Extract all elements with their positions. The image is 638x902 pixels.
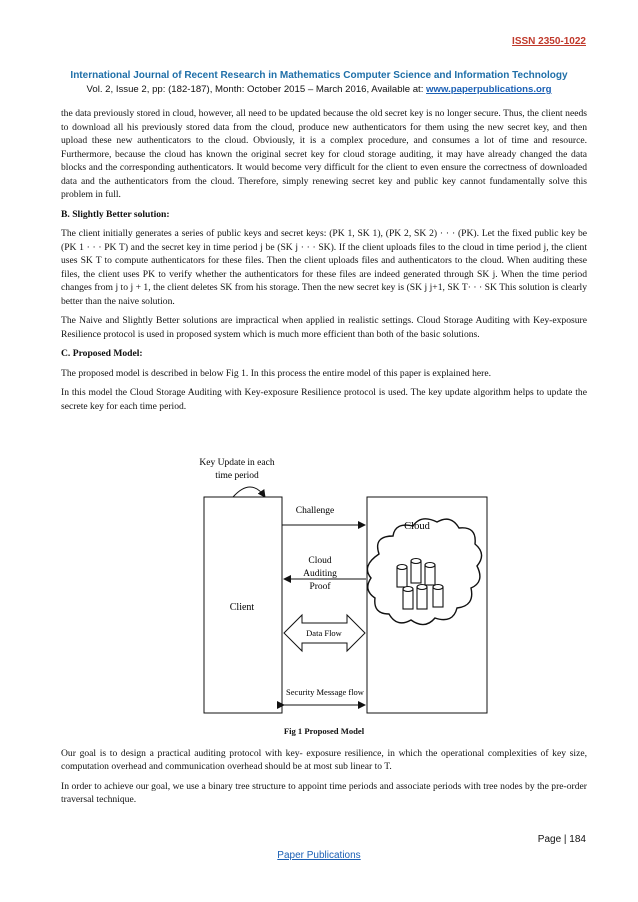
issn-label: ISSN 2350-1022: [512, 36, 586, 47]
data-flow-label: Data Flow: [306, 628, 342, 638]
paragraph: In this model the Cloud Storage Auditing with Key-exposure Resilience protocol is used. The key update algorithm helps to update the secrete key for each time period.: [61, 387, 587, 412]
website-link[interactable]: www.paperpublications.org: [426, 84, 552, 95]
cloud-label: Cloud: [404, 521, 430, 532]
paragraph: the data previously stored in cloud, however, all need to be updated because the old secret key is no longer secure. Thus, the client needs to download all his previously stored data from the cloud, produce new authenticators for them using the new secret key, and then upload these new authenticators to the cloud. Obviously, it is a complex procedure, and consumes a lot of time and resource. Furthermore, because the cloud has known the original secret key for cloud storage auditing, it may have already changed the data blocks and the corresponding authenticators. It would become very difficult for the client to even ensure the correctness of downloaded data and the authenticators from the cloud. Therefore, simply renewing secret key and public key cannot fundamentally solve this problem in full.: [61, 108, 587, 200]
proposed-model-figure: [61, 419, 587, 719]
publisher-link[interactable]: Paper Publications: [277, 850, 361, 861]
paragraph: The client initially generates a series of public keys and secret keys: (PK 1, SK 1), (PK 2, SK 2) · · · (PK). Let the fixed public key be (PK 1 · · · PK T) and the secret key in time period j be (SK j · · · SK). If the client uploads files to the cloud in time period j, the client uses SK T to compute authenticators for these files. Then the client uploads files and authenticators to the cloud. When auditing these files, the client uses PK to verify whether the authenticators for these files are indeed generated through SK j. When the time period changes from j to j + 1, the client deletes SK from his storage. Then the new secret key is (SK j j+1, SK T· · · SK This solution is clearly better than the naive solution.: [61, 228, 587, 307]
journal-title: International Journal of Recent Research in Mathematics Computer Science and Information Technology: [70, 70, 568, 81]
key-update-arrow: [233, 487, 265, 497]
paragraph: Our goal is to design a practical auditing protocol with key- exposure resilience, in which the operational complexities of key size, computation overhead and communication overhead should be at most sub linear to T.: [61, 747, 587, 772]
figure-svg: [61, 419, 587, 719]
paragraph: The proposed model is described in below Fig 1. In this process the entire model of this paper is explained here.: [61, 367, 492, 379]
client-label: Client: [229, 602, 255, 613]
issue-info-text: Vol. 2, Issue 2, pp: (182-187), Month: October 2015 – March 2016, Available at:: [86, 84, 427, 95]
key-update-label-2: time period: [215, 471, 259, 481]
proof-label-1: Cloud: [308, 556, 332, 566]
paragraph: In order to achieve our goal, we use a binary tree structure to appoint time periods and associate periods with tree nodes by the pre-order traversal technique.: [61, 780, 587, 805]
page-number: Page | 184: [537, 834, 586, 845]
paragraph: The Naive and Slightly Better solutions are impractical when applied in realistic settings. Cloud Storage Auditing with Key-exposure Resilience protocol is used in proposed system which is much more efficient than both of the basic solutions.: [61, 315, 587, 340]
issue-info: [0, 84, 638, 95]
section-heading-c: C. Proposed Model:: [61, 348, 143, 359]
security-label: Security Message flow: [286, 687, 364, 697]
proof-label-3: Proof: [309, 582, 331, 592]
figure-caption: Fig 1 Proposed Model: [283, 726, 365, 736]
proof-label-2: Auditing: [303, 569, 337, 579]
section-heading-b: B. Slightly Better solution:: [61, 208, 170, 220]
article-body: [61, 107, 587, 813]
challenge-label: Challenge: [295, 506, 335, 516]
key-update-label-1: Key Update in each: [199, 458, 275, 468]
